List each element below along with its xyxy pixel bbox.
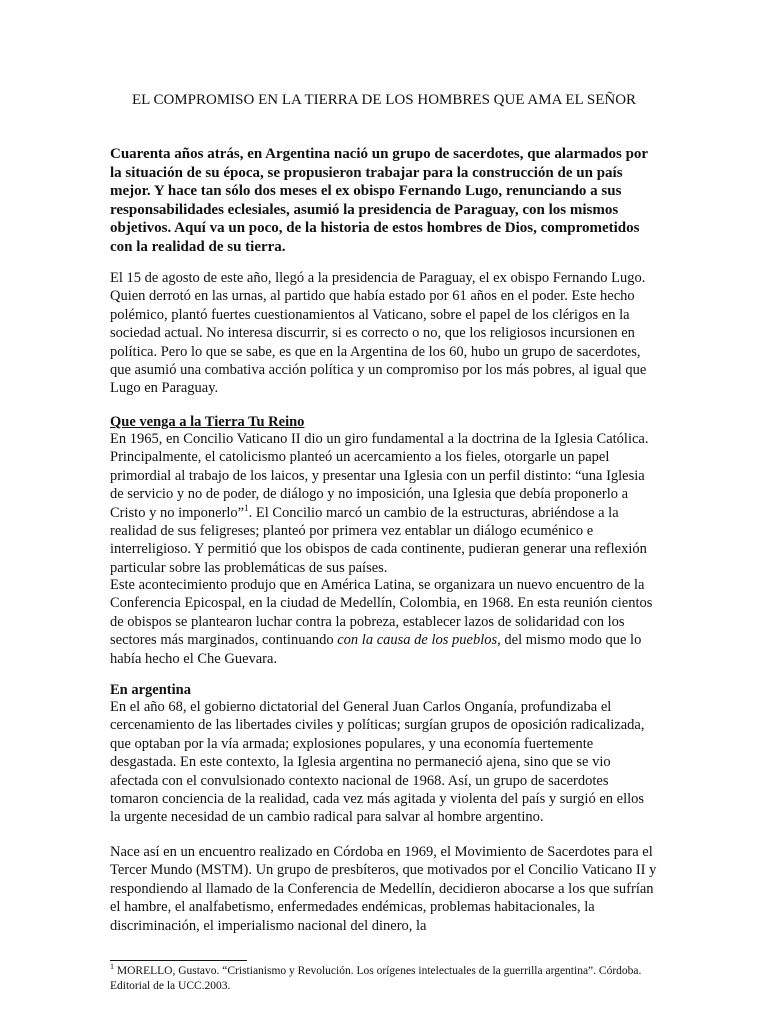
section2-paragraph-1: En el año 68, el gobierno dictatorial del General Juan Carlos Onganía, profundizaba el cercenamiento de las libertades civiles y políticas; surgían grupos de oposición radicalizada, que optaban por la vía armada; explosiones populares, y una economía fuertemente desgastada. En este contexto, la Iglesia argentina no permaneció ajena, sino que se vio afectada con el convulsionado contexto nacional de 1968. Así, un grupo de sacerdotes tomaron conciencia de la realidad, cada vez más agitada y violenta del país y surgió en ellos la urgente necesidad de un cambio radical para salvar al hombre argentino. — [110, 699, 645, 826]
section1-p1-continued: . El Concilio marcó un cambio de la estructuras, abriéndose a la realidad de sus feligreses; planteó por primera vez entablar un diálogo ecuménico e interreligioso. Y permitió que los obispos de cada continente, pudieran generar una reflexión particular sobre las problemáticas de sus países. — [110, 504, 647, 576]
section-heading-reino: Que venga a la Tierra Tu Reino — [110, 414, 305, 430]
lead-paragraph: Cuarenta años atrás, en Argentina nació un grupo de sacerdotes, que alarmados por la situación de su época, se propusieron trabajar para la construcción de un país mejor. Y hace tan sólo dos meses el ex obispo Fernando Lugo, renunciando a sus responsabilidades eclesiales, asumió la presidencia de Paraguay, con los mismos objetivos. Aquí va un poco, de la historia de estos hombres de Dios, comprometidos con la realidad de su tierra. — [110, 146, 648, 255]
section1-p2-continued: , del mismo modo que lo había hecho el Che Guevara. — [110, 632, 642, 667]
footnote-divider — [110, 960, 247, 961]
section1-p2-text: Este acontecimiento produjo que en América Latina, se organizara un nuevo encuentro de la Conferencia Epicospal, en la ciudad de Medellín, Colombia, en 1968. En esta reunión cientos de obispos se plantearon luchar contra la pobreza, establecer lazos de solidaridad con los sectores más marginados, continuando — [110, 577, 653, 649]
footnote-reference[interactable]: 1 — [244, 502, 249, 513]
intro-paragraph: El 15 de agosto de este año, llegó a la presidencia de Paraguay, el ex obispo Fernando Lugo. Quien derrotó en las urnas, al partido que había estado por 61 años en el poder. Este hecho polémico, plantó fuertes cuestionamientos al Vaticano, sobre el papel de los clérigos en la sociedad actual. No interesa discurrir, si es correcto o no, que los religiosos incursionen en política. Pero lo que se sabe, es que en la Argentina de los 60, hubo un grupo de sacerdotes, que asumió una combativa acción política y un compromiso por los más pobres, al igual que Lugo en Paraguay. — [110, 270, 647, 397]
section1-paragraph-1 — [110, 430, 658, 577]
italic-phrase: con la causa de los pueblos — [337, 632, 498, 649]
section1-p1-text: En 1965, en Concilio Vaticano II dio un giro fundamental a la doctrina de la Iglesia Católica. Principalmente, el catolicismo planteó un acercamiento a los fieles, otorgarle un papel primordial al trabajo de los laicos, y presentar una Iglesia con un perfil distinto: “una Iglesia de servicio y no de poder, de diálogo y no imposición, una Iglesia que debía proponerlo a Cristo y no imponerlo” — [110, 431, 649, 521]
section1-paragraph-2 — [110, 576, 658, 668]
section2-paragraph-2: Nace así en un encuentro realizado en Córdoba en 1969, el Movimiento de Sacerdotes para el Tercer Mundo (MSTM). Un grupo de presbíteros, que motivados por el Concilio Vaticano II y respondiendo al llamado de la Conferencia de Medellín, decidieron abocarse a los que sufrían el hambre, el analfabetismo, enfermedades endémicas, problemas habitacionales, la discriminación, el imperialismo nacional del dinero, la — [110, 844, 657, 934]
document-title: EL COMPROMISO EN LA TIERRA DE LOS HOMBRES QUE AMA EL SEÑOR — [131, 92, 637, 108]
footnote-number: 1 — [110, 962, 114, 972]
footnote-text: MORELLO, Gustavo. “Cristianismo y Revolución. Los orígenes intelectuales de la guerrilla argentina”. Córdoba. Editorial de la UCC.2003. — [110, 965, 642, 992]
footnote — [110, 964, 658, 994]
section-heading-argentina: En argentina — [110, 682, 191, 698]
